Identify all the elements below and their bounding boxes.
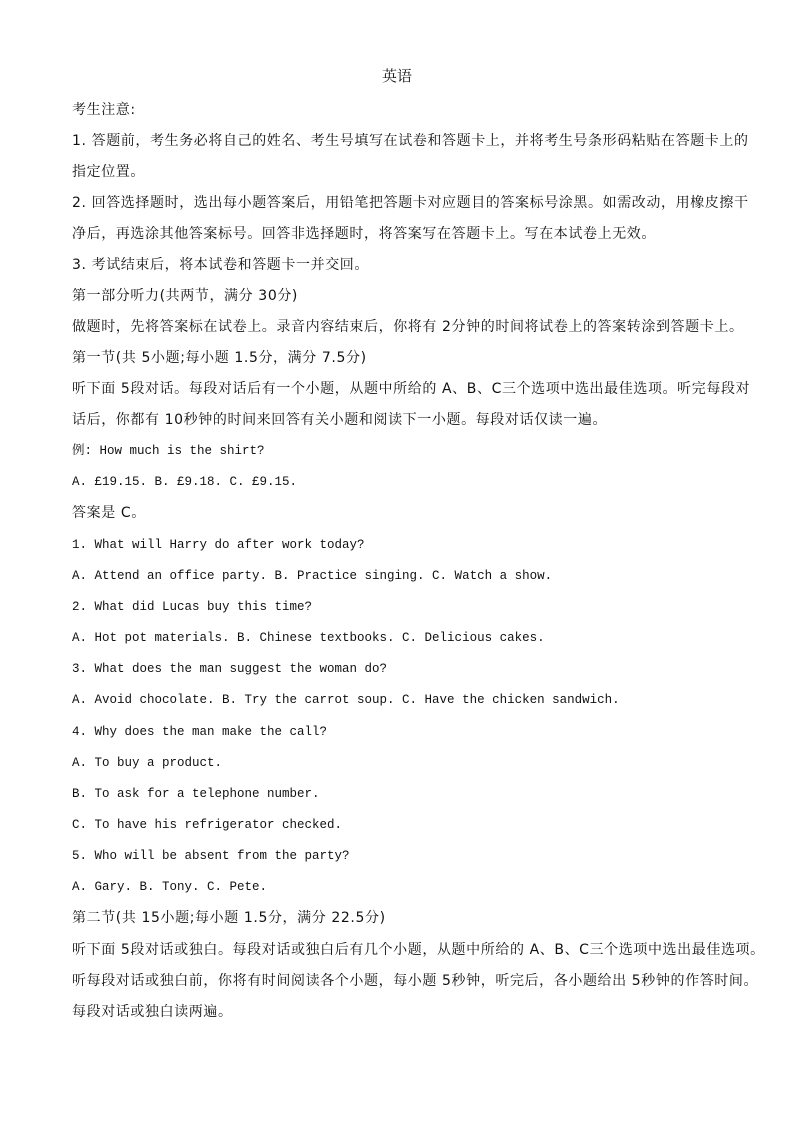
question-1: 1. What will Harry do after work today? (72, 538, 365, 552)
question-4-option-c: C. To have his refrigerator checked. (72, 818, 343, 832)
section-one-instructions-cont: 话后，你都有 10秒钟的时间来回答有关小题和阅读下一小题。每段对话仅读一遍。 (72, 412, 608, 428)
page-title: 英语 (381, 67, 412, 85)
part-one-instructions: 做题时，先将答案标在试卷上。录音内容结束后，你将有 2分钟的时间将试卷上的答案转涂到答题卡上。 (72, 319, 744, 335)
question-5: 5. Who will be absent from the party? (72, 849, 350, 863)
notice-item-2-cont: 净后，再选涂其他答案标号。回答非选择题时，将答案写在答题卡上。写在本试卷上无效。 (72, 226, 656, 242)
example-options: A. £19.15. B. £9.18. C. £9.15. (72, 475, 298, 489)
notice-item-3: 3. 考试结束后，将本试卷和答题卡一并交回。 (72, 257, 370, 273)
section-two-heading: 第二节(共 15小题;每小题 1.5分，满分 22.5分) (72, 910, 386, 926)
question-4-option-a: A. To buy a product. (72, 756, 223, 770)
part-one-heading: 第一部分听力(共两节，满分 30分) (72, 288, 298, 304)
section-one-heading: 第一节(共 5小题;每小题 1.5分，满分 7.5分) (72, 350, 367, 366)
section-two-instructions-end: 每段对话或独白读两遍。 (72, 1004, 233, 1020)
question-3-options: A. Avoid chocolate. B. Try the carrot soup. C. Have the chicken sandwich. (72, 693, 620, 707)
question-5-options: A. Gary. B. Tony. C. Pete. (72, 880, 268, 894)
notice-item-1: 1. 答题前，考生务必将自己的姓名、考生号填写在试卷和答题卡上，并将考生号条形码粘贴在答题卡上的 (72, 133, 749, 149)
question-2: 2. What did Lucas buy this time? (72, 600, 313, 614)
question-3: 3. What does the man suggest the woman do? (72, 662, 388, 676)
question-4: 4. Why does the man make the call? (72, 725, 328, 739)
question-2-options: A. Hot pot materials. B. Chinese textbooks. C. Delicious cakes. (72, 631, 545, 645)
question-4-option-b: B. To ask for a telephone number. (72, 787, 320, 801)
example-question: 例: How much is the shirt? (72, 444, 265, 458)
section-one-instructions: 听下面 5段对话。每段对话后有一个小题，从题中所给的 A、B、C三个选项中选出最佳选项。听完每段对 (72, 381, 751, 397)
section-two-instructions-cont: 听每段对话或独白前，你将有时间阅读各个小题，每小题 5秒钟，听完后，各小题给出 5秒钟的作答时间。 (72, 973, 759, 989)
notice-heading: 考生注意: (72, 102, 136, 118)
notice-item-1-cont: 指定位置。 (72, 164, 145, 180)
question-1-options: A. Attend an office party. B. Practice singing. C. Watch a show. (72, 569, 553, 583)
example-answer: 答案是 C。 (72, 505, 146, 521)
notice-item-2: 2. 回答选择题时，选出每小题答案后，用铅笔把答题卡对应题目的答案标号涂黑。如需改动，用橡皮擦干 (72, 195, 749, 211)
section-two-instructions: 听下面 5段对话或独白。每段对话或独白后有几个小题，从题中所给的 A、B、C三个选项中选出最佳选项。 (72, 942, 765, 958)
